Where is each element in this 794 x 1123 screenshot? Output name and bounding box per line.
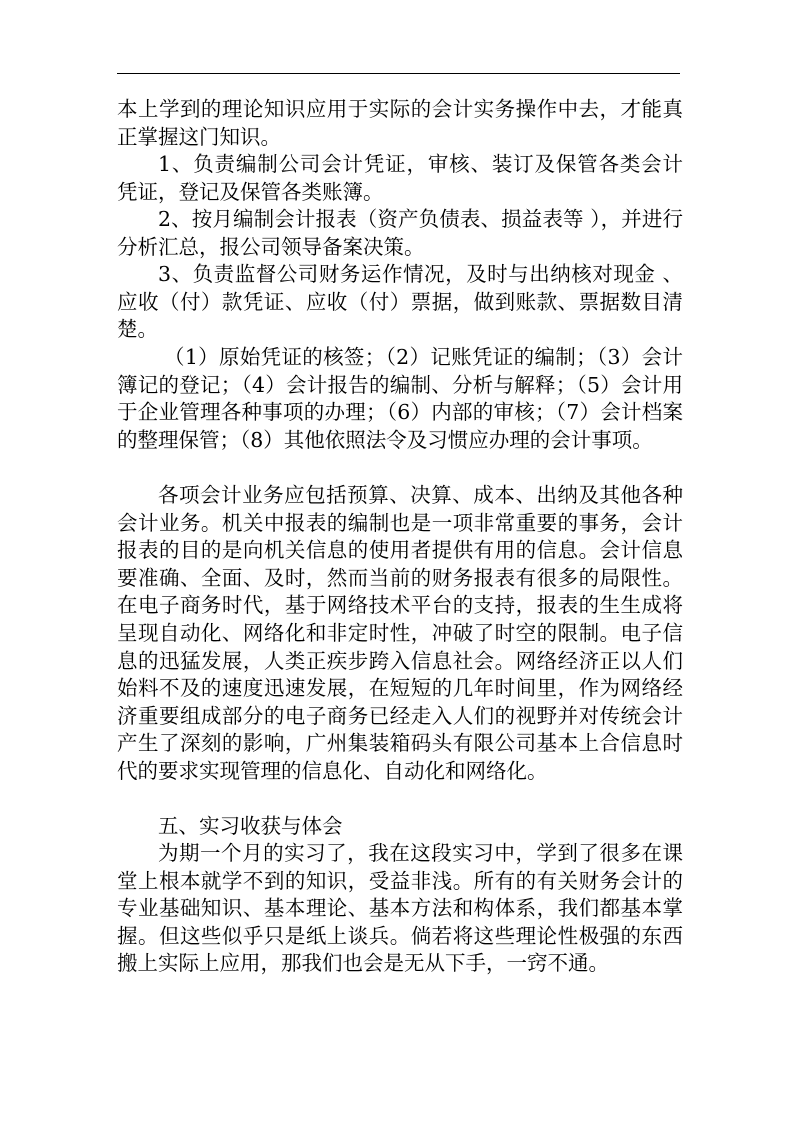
paragraph-duty-2: 2、按月编制会计报表（资产负债表、损益表等 ），并进行分析汇总，报公司领导备案决策。 <box>117 207 683 259</box>
paragraph-duty-1: 1、负责编制公司会计凭证，审核、装订及保管各类会计凭证，登记及保管各类账簿。 <box>117 152 683 204</box>
section-heading: 五、实习收获与体会 <box>158 814 343 838</box>
header-rule <box>117 73 680 74</box>
paragraph-accounting-tasks: （1）原始凭证的核签；（2）记账凭证的编制；（3）会计簿记的登记；（4）会计报告的编制、分析与解释；（5）会计用于企业管理各种事项的办理；（6）内部的审核；（7）会计档案的整理保管；（8）其他依照法令及习惯应办理的会计事项。 <box>117 345 683 452</box>
paragraph-reflection: 为期一个月的实习了，我在这段实习中，学到了很多在课堂上根本就学不到的知识，受益非浅。所有的有关财务会计的专业基础知识、基本理论、基本方法和构体系，我们都基本掌握。但这些似乎只是纸上谈兵。倘若将这些理论性极强的东西搬上实际上应用，那我们也会是无从下手，一窍不通。 <box>117 841 683 976</box>
paragraph-duty-3: 3、负责监督公司财务运作情况，及时与出纳核对现金 、应收（付）款凭证、应收（付）票据，做到账款、票据数目清楚。 <box>117 262 683 342</box>
paragraph-continuation: 本上学到的理论知识应用于实际的会计实务操作中去，才能真正掌握这门知识。 <box>117 97 683 149</box>
paragraph-business-overview: 各项会计业务应包括预算、决算、成本、出纳及其他各种会计业务。机关中报表的编制也是一项非常重要的事务，会计报表的目的是向机关信息的使用者提供有用的信息。会计信息要准确、全面、及时，然而当前的财务报表有很多的局限性。在电子商务时代，基于网络技术平台的支持，报表的生生成将呈现自动化、网络化和非定时性，冲破了时空的限制。电子信息的迅猛发展，人类正疾步跨入信息社会。网络经济正以人们始料不及的速度迅速发展，在短短的几年时间里，作为网络经济重要组成部分的电子商务已经走入人们的视野并对传统会计产生了深刻的影响，广州集装箱码头有限公司基本上合信息时代的要求实现管理的信息化、自动化和网络化。 <box>117 483 683 783</box>
